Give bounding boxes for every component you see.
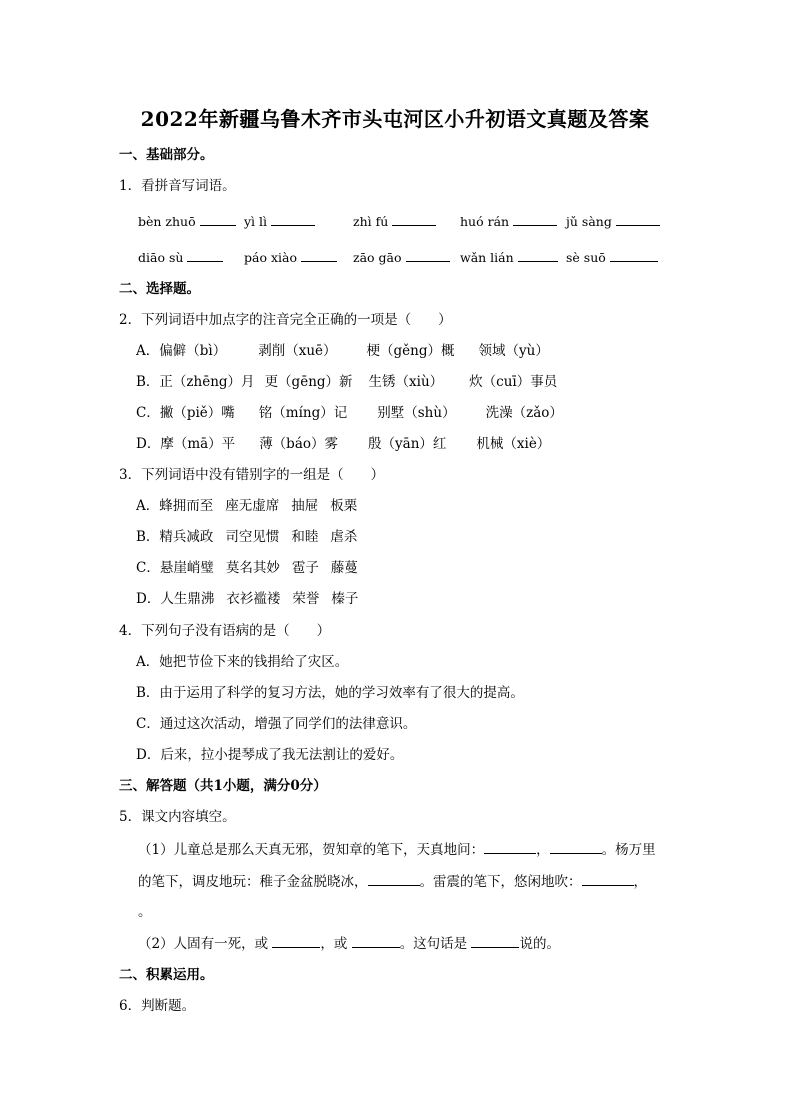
answer-blank[interactable] — [200, 212, 236, 226]
answer-blank[interactable] — [610, 248, 658, 262]
answer-blank[interactable] — [582, 872, 634, 886]
question-2: 2．下列词语中加点字的注音完全正确的一项是（ ） — [119, 312, 452, 328]
question-6: 6．判断题。 — [119, 998, 196, 1014]
answer-blank[interactable] — [513, 212, 557, 226]
document-title: 2022年新疆乌鲁木齐市头屯河区小升初语文真题及答案 — [140, 107, 650, 131]
pinyin-item: diāo sù — [138, 250, 184, 265]
section-heading-choice: 二、选择题。 — [119, 281, 200, 297]
q2-option-c[interactable]: C．撇（piě）嘴 铭（míng）记 别墅（shù） 洗澡（zǎo） — [136, 405, 563, 421]
answer-blank[interactable] — [406, 248, 450, 262]
q3-option-a[interactable]: A．蜂拥而至 座无虚席 抽屉 板栗 — [136, 498, 358, 514]
q5-part1-line2: 的笔下，调皮地玩：稚子金盆脱晓冰， 。雷震的笔下，悠闲地吹： ， — [138, 874, 647, 890]
section-heading-accumulation: 二、积累运用。 — [119, 967, 214, 983]
q4-option-a[interactable]: A．她把节俭下来的钱捐给了灾区。 — [136, 654, 349, 670]
answer-blank[interactable] — [484, 840, 536, 854]
answer-blank[interactable] — [352, 934, 400, 948]
answer-blank[interactable] — [550, 840, 602, 854]
pinyin-item: jǔ sàng — [566, 214, 612, 229]
question-3: 3．下列词语中没有错别字的一组是（ ） — [119, 467, 385, 483]
pinyin-item: wǎn lián — [460, 250, 514, 265]
q4-option-b[interactable]: B．由于运用了科学的复习方法，她的学习效率有了很大的提高。 — [136, 685, 524, 701]
q3-option-b[interactable]: B．精兵减政 司空见惯 和睦 虐杀 — [136, 529, 358, 545]
question-5: 5．课文内容填空。 — [119, 809, 236, 825]
answer-blank[interactable] — [271, 212, 315, 226]
question-4: 4．下列句子没有语病的是（ ） — [119, 623, 331, 639]
q2-option-b[interactable]: B．正（zhēng）月 更（gēng）新 生锈（xiù） 炊（cuī）事员 — [136, 374, 558, 390]
section-heading-answer: 三、解答题（共1小题，满分0分） — [119, 778, 327, 794]
pinyin-item: sè suō — [566, 250, 606, 265]
answer-blank[interactable] — [616, 212, 660, 226]
pinyin-item: zāo gāo — [353, 250, 402, 265]
q3-option-d[interactable]: D．人生鼎沸 衣衫褴褛 荣誉 榛子 — [136, 591, 359, 607]
q5-part1-line1: （1）儿童总是那么天真无邪，贺知章的笔下，天真地问： ， 。杨万里 — [138, 842, 656, 858]
pinyin-item: yì lì — [244, 214, 268, 229]
pinyin-item: bèn zhuō — [138, 214, 196, 229]
pinyin-item: zhì fú — [353, 214, 389, 229]
answer-blank[interactable] — [518, 248, 558, 262]
q4-option-d[interactable]: D．后来，拉小提琴成了我无法割让的爱好。 — [136, 747, 404, 763]
answer-blank[interactable] — [368, 872, 420, 886]
q5-part2: （2）人固有一死，或 ，或 。这句话是 说的。 — [138, 936, 560, 952]
pinyin-item: huó rán — [460, 214, 510, 229]
q3-option-c[interactable]: C．悬崖峭璧 莫名其妙 雹子 藤蔓 — [136, 560, 358, 576]
question-1: 1．看拼音写词语。 — [119, 178, 236, 194]
answer-blank[interactable] — [392, 212, 436, 226]
section-heading-basics: 一、基础部分。 — [119, 147, 214, 163]
q2-option-a[interactable]: A．偏僻（bì） 剥削（xuē） 梗（gěng）概 领域（yù） — [136, 343, 549, 359]
q4-option-c[interactable]: C．通过这次活动，增强了同学们的法律意识。 — [136, 716, 417, 732]
answer-blank[interactable] — [187, 248, 223, 262]
q5-part1-line3: 。 — [138, 904, 152, 920]
q2-option-d[interactable]: D．摩（mā）平 薄（báo）雾 殷（yān）红 机械（xiè） — [136, 436, 551, 452]
answer-blank[interactable] — [301, 248, 337, 262]
pinyin-item: páo xiào — [244, 250, 297, 265]
answer-blank[interactable] — [272, 934, 320, 948]
answer-blank[interactable] — [471, 934, 519, 948]
